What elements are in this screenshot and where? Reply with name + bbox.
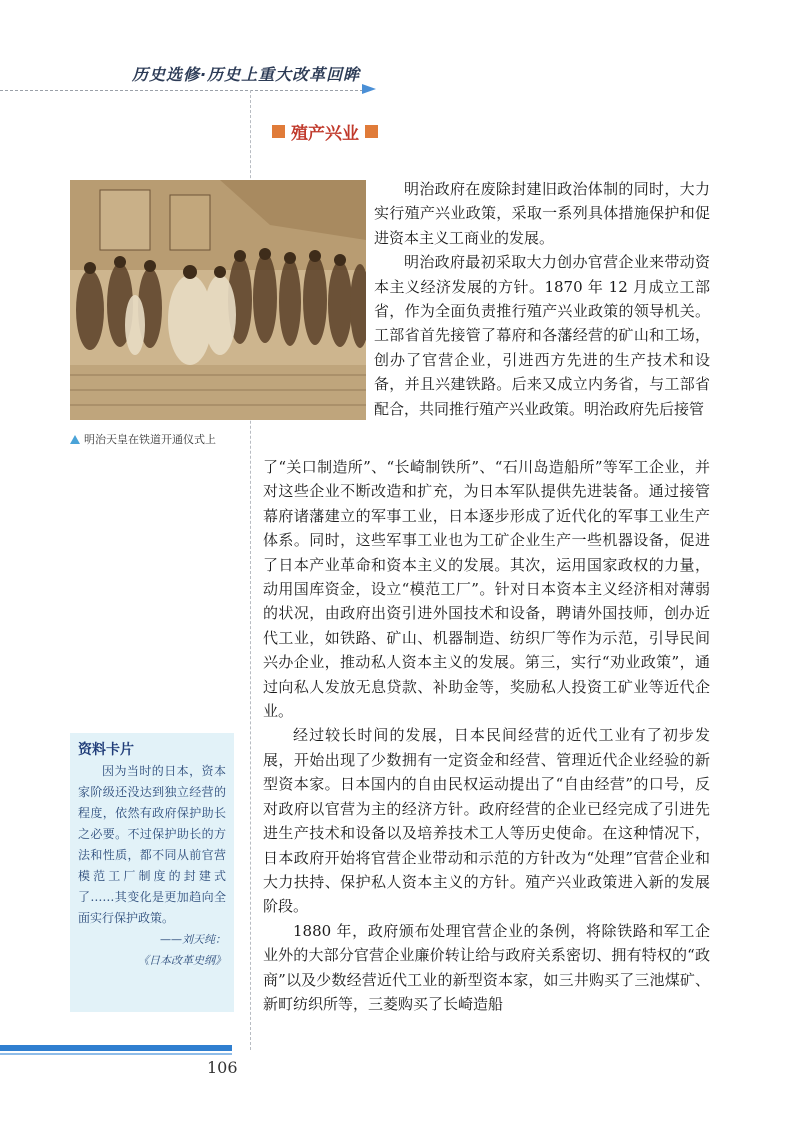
header-divider	[0, 90, 368, 91]
section-heading-text: 殖产兴业	[291, 124, 359, 144]
page-number: 106	[207, 1058, 238, 1077]
header-arrow-icon	[362, 84, 376, 94]
square-bullet-icon	[365, 125, 378, 138]
info-card-source: 《日本改革史纲》	[138, 954, 226, 967]
figure-caption	[70, 431, 216, 447]
paragraph-2-start: 明治政府最初采取大力创办官营企业来带动资本主义经济发展的方针。1870 年 12 月成立工部省，作为全面负责推行殖产兴业政策的领导机关。工部省首先接管了幕府和各藩经营的矿山和工场，创办了官营企业，引进西方先进的生产技术和设备，并且兴建铁路。后来又成立内务省，与工部省配合，共同推行殖产兴业政策。明治政府先后接管	[374, 253, 710, 418]
info-card-title: 资料卡片	[78, 742, 134, 758]
info-card-text: 因为当时的日本，资本家阶级还没达到独立经营的程度，依然有政府保护助长之必要。不过保护助长的方法和性质，都不同从前官营模范工厂制度的封建式了……其变化是更加趋向全面实行保护政策。	[78, 764, 226, 925]
paragraph-1: 明治政府在废除封建旧政治体制的同时，大力实行殖产兴业政策，采取一系列具体措施保护和促进资本主义工商业的发展。	[374, 180, 710, 247]
square-bullet-icon	[272, 125, 285, 138]
footer-bar-thin	[0, 1053, 232, 1055]
footer-bar	[0, 1045, 232, 1051]
triangle-marker-icon	[70, 435, 80, 444]
paragraph-4: 1880 年，政府颁布处理官营企业的条例，将除铁路和军工企业外的大部分官营企业廉价转让给与政府关系密切、拥有特权的“政商”以及少数经营近代工业的新型资本家，如三井购买了三池煤矿、新町纺织所等，三菱购买了长崎造船	[263, 921, 710, 1013]
running-header-title: 历史选修·历史上重大改革回眸	[132, 65, 361, 84]
section-heading	[272, 119, 378, 144]
paragraph-3: 经过较长时间的发展，日本民间经营的近代工业有了初步发展，开始出现了少数拥有一定资金和经营、管理近代企业经验的新型资本家。日本国内的自由民权运动提出了“自由经营”的口号，反对政府以官营为主的经济方针。政府经营的企业已经完成了引进先进生产技术和设备以及培养技术工人等历史使命。在这种情况下，日本政府开始将官营企业带动和示范的方针改为“处理”官营企业和大力扶持、保护私人资本主义的方针。殖产兴业政策进入新的发展阶段。	[263, 726, 710, 916]
figure-caption-text: 明治天皇在铁道开通仪式上	[84, 433, 216, 446]
paragraph-2-continued: 了“关口制造所”、“长崎制铁所”、“石川岛造船所”等军工企业，并对这些企业不断改造和扩充，为日本军队提供先进装备。通过接管幕府诸藩建立的军事工业，日本逐步形成了近代化的军事工业生产体系。同时，这些军事工业也为工矿企业生产一些机器设备，促进了日本产业革命和资本主义的发展。其次，运用国家政权的力量，动用国库资金，设立“模范工厂”。针对日本资本主义经济相对薄弱的状况，由政府出资引进外国技术和设备，聘请外国技师，创办近代工业，如铁路、矿山、机器制造、纺织厂等作为示范，引导民间兴办企业，推动私人资本主义的发展。第三，实行“劝业政策”，通过向私人发放无息贷款、补助金等，奖励私人投资工矿业等近代企业。	[263, 458, 710, 721]
info-card-author: ——刘天纯：	[160, 933, 226, 946]
body-column-lower	[263, 455, 710, 1016]
body-column-upper	[374, 177, 710, 421]
info-card	[70, 733, 234, 1012]
railway-ceremony-illustration	[70, 180, 366, 420]
